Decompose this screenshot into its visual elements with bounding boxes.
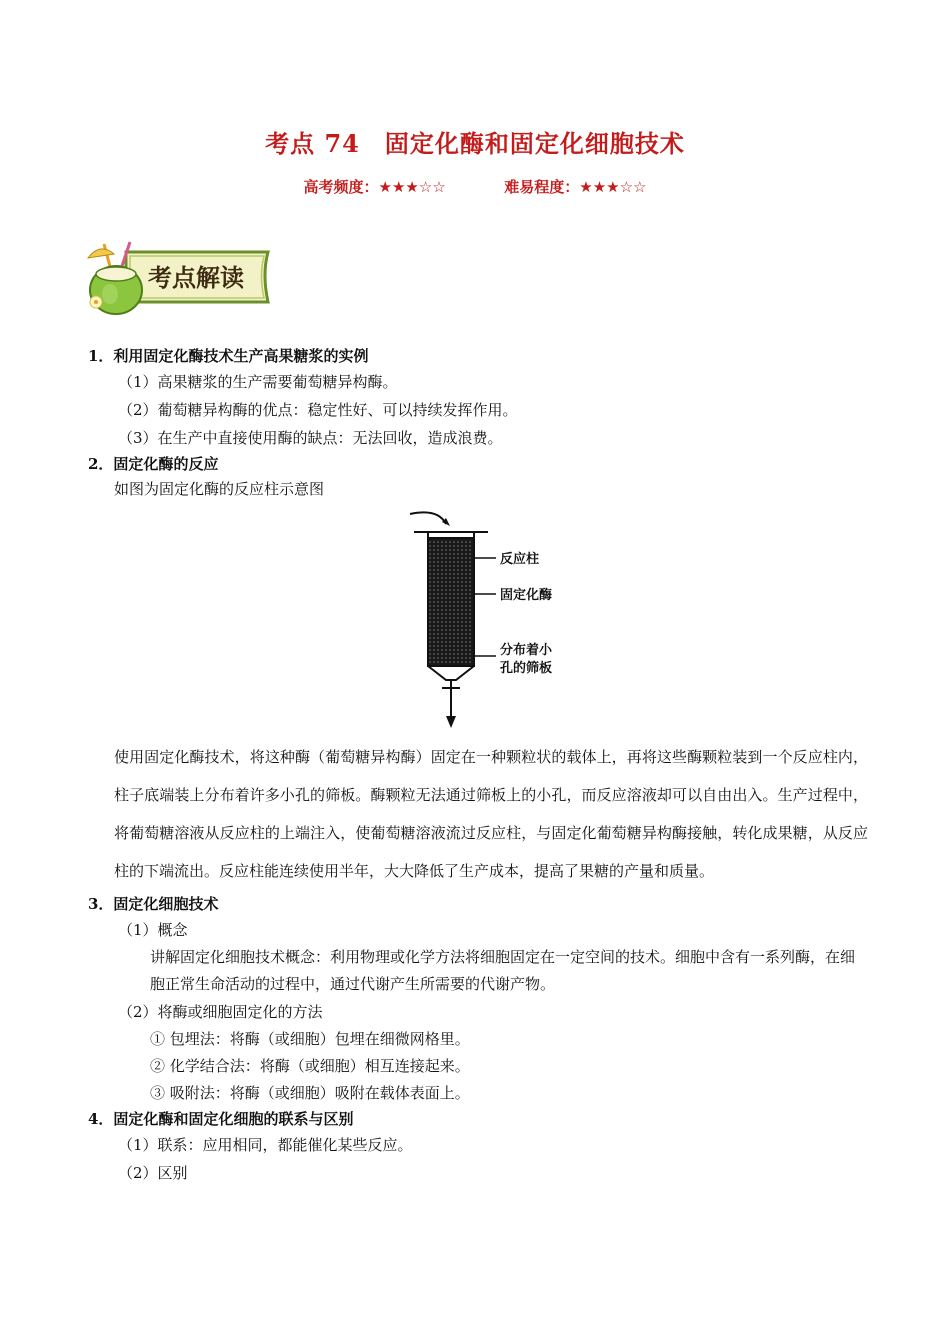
section-3-concept: 讲解固定化细胞技术概念：利用物理或化学方法将细胞固定在一定空间的技术。细胞中含有一系列酶，在细胞正常生命活动的过程中，通过代谢产生所需要的代谢产物。: [150, 948, 856, 993]
section-4-item: （1）联系：应用相同，都能催化某些反应。: [118, 1136, 413, 1154]
label-sieve-plate-1: 分布着小: [500, 643, 553, 658]
document-body: [88, 344, 868, 1187]
section-2-paragraph: 使用固定化酶技术，将这种酶（葡萄糖异构酶）固定在一种颗粒状的载体上，再将这些酶颗粒装到一个反应柱内，柱子底端装上分布着许多小孔的筛板。酶颗粒无法通过筛板上的小孔，而反应溶液却可以自由出入。生产过程中，将葡萄糖溶液从反应柱的上端注入，使葡萄糖溶液流过反应柱，与固定化葡萄糖异构酶接触，转化成果糖，从反应柱的下端流出。反应柱能连续使用半年，大大降低了生产成本，提高了果糖的产量和质量。: [114, 748, 868, 880]
coconut-drink-icon: [86, 238, 274, 318]
difficulty-stars: ★★★☆☆: [579, 178, 647, 196]
section-banner: [86, 238, 274, 318]
rating-line: [0, 176, 950, 197]
page-title: 考点 74 固定化酶和固定化细胞技术: [265, 129, 685, 158]
label-immobilized-enzyme: 固定化酶: [500, 588, 553, 603]
section-3-method: ② 化学结合法：将酶（或细胞）相互连接起来。: [150, 1057, 470, 1075]
section-1-item: （2）葡萄糖异构酶的优点：稳定性好、可以持续发挥作用。: [118, 401, 518, 419]
reaction-column-diagram: [408, 508, 588, 730]
section-4-item: （2）区别: [118, 1164, 188, 1182]
frequency-label: 高考频度：: [303, 178, 379, 196]
section-4-heading: 4．固定化酶和固定化细胞的联系与区别: [88, 1110, 354, 1128]
section-3-method: ③ 吸附法：将酶（或细胞）吸附在载体表面上。: [150, 1084, 470, 1102]
section-1-heading: 1．利用固定化酶技术生产高果糖浆的实例: [88, 347, 369, 365]
difficulty-label: 难易程度：: [504, 178, 580, 196]
section-2-intro: 如图为固定化酶的反应柱示意图: [114, 480, 325, 498]
banner-text: 考点解读: [148, 264, 244, 292]
section-3-sub1: （1）概念: [118, 921, 188, 939]
reaction-column-figure: [88, 508, 868, 730]
label-sieve-plate-2: 孔的筛板: [500, 661, 553, 676]
section-3-heading: 3．固定化细胞技术: [88, 895, 219, 913]
label-reaction-column: 反应柱: [500, 552, 540, 567]
section-2-heading: 2．固定化酶的反应: [88, 455, 219, 473]
section-3-method: ① 包埋法：将酶（或细胞）包埋在细微网格里。: [150, 1030, 470, 1048]
section-3-sub2: （2）将酶或细胞固定化的方法: [118, 1003, 323, 1021]
section-1-item: （1）高果糖浆的生产需要葡萄糖异构酶。: [118, 373, 398, 391]
section-1-item: （3）在生产中直接使用酶的缺点：无法回收，造成浪费。: [118, 429, 503, 447]
frequency-stars: ★★★☆☆: [378, 178, 446, 196]
